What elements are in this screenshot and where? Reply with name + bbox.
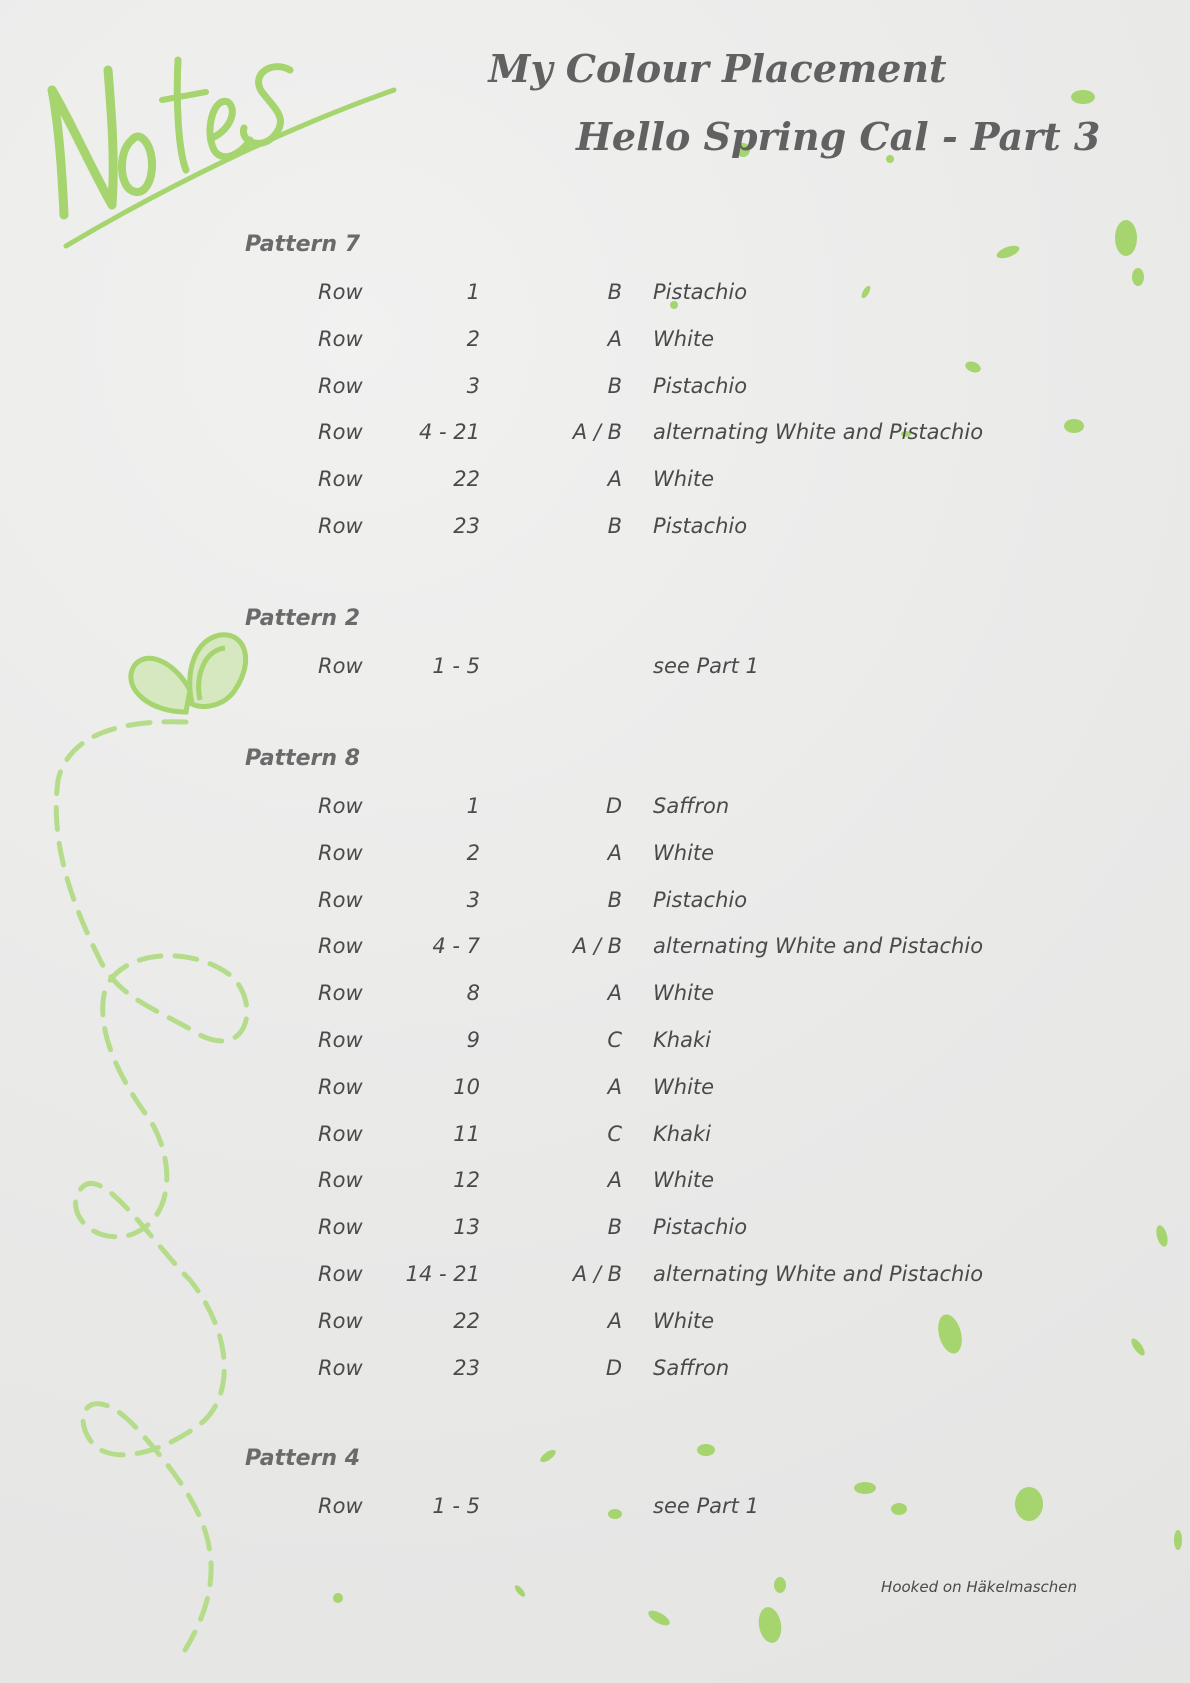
yarn-colour: Pistachio (653, 514, 748, 538)
row-entry (0, 1075, 1190, 1107)
row-number: 9 (466, 1028, 480, 1052)
row-entry (0, 1168, 1190, 1200)
row-label: Row (318, 1028, 363, 1052)
row-label: Row (318, 1262, 363, 1286)
row-label: Row (318, 654, 363, 678)
yarn-code: B (607, 1215, 622, 1240)
row-entry (0, 327, 1190, 359)
row-label: Row (318, 1168, 363, 1193)
yarn-code: A (607, 467, 622, 492)
footer-credit: Hooked on Häkelmaschen (881, 1578, 1077, 1596)
yarn-colour: Pistachio (653, 887, 748, 912)
yarn-code: A (607, 326, 622, 351)
yarn-colour: Khaki (653, 1121, 711, 1146)
row-number: 4 - 21 (418, 420, 480, 445)
yarn-code: A (607, 1308, 622, 1333)
row-entry (0, 1122, 1190, 1154)
yarn-colour: see Part 1 (653, 654, 759, 678)
row-entry (0, 1494, 1190, 1526)
row-number: 22 (453, 1308, 480, 1333)
row-label: Row (318, 1074, 363, 1099)
pattern-heading: Pattern 8 (245, 746, 360, 771)
row-label: Row (318, 1121, 363, 1146)
yarn-colour: Khaki (653, 1028, 711, 1052)
yarn-code: C (607, 1028, 622, 1052)
row-number: 23 (453, 514, 480, 538)
row-label: Row (318, 280, 363, 304)
yarn-code: A (607, 840, 622, 865)
row-label: Row (318, 794, 363, 818)
row-label: Row (318, 467, 363, 492)
yarn-colour: White (653, 840, 715, 865)
row-entry (0, 374, 1190, 406)
row-number: 3 (466, 887, 480, 912)
yarn-colour: Saffron (653, 1355, 730, 1380)
row-entry (0, 981, 1190, 1013)
row-label: Row (318, 887, 363, 912)
row-label: Row (318, 934, 363, 959)
row-label: Row (318, 420, 363, 445)
row-number: 8 (466, 981, 480, 1006)
row-number: 1 - 5 (432, 1494, 480, 1518)
row-number: 10 (453, 1074, 480, 1099)
yarn-code: A / B (572, 420, 622, 445)
row-number: 2 (466, 326, 480, 351)
row-entry (0, 467, 1190, 499)
yarn-colour: alternating White and Pistachio (653, 934, 984, 959)
yarn-code: D (605, 794, 622, 818)
page-subtitle: Hello Spring Cal - Part 3 (576, 114, 1101, 159)
yarn-colour: White (653, 1074, 715, 1099)
row-entry (0, 934, 1190, 966)
yarn-code: A / B (572, 1262, 622, 1286)
row-number: 1 (466, 794, 480, 818)
row-number: 22 (453, 467, 480, 492)
yarn-colour: White (653, 326, 715, 351)
row-number: 4 - 7 (432, 934, 480, 959)
row-label: Row (318, 326, 363, 351)
row-number: 23 (453, 1355, 480, 1380)
yarn-colour: White (653, 1168, 715, 1193)
yarn-code: C (607, 1121, 622, 1146)
yarn-code: A (607, 1168, 622, 1193)
yarn-colour: Pistachio (653, 280, 748, 304)
row-entry (0, 514, 1190, 546)
yarn-code: D (605, 1355, 622, 1380)
row-label: Row (318, 1308, 363, 1333)
row-entry (0, 1262, 1190, 1294)
yarn-code: B (607, 887, 622, 912)
yarn-colour: White (653, 981, 715, 1006)
yarn-colour: alternating White and Pistachio (653, 420, 984, 445)
row-entry (0, 1356, 1190, 1388)
yarn-code: A (607, 981, 622, 1006)
pattern-heading: Pattern 4 (245, 1446, 360, 1471)
row-number: 1 (466, 280, 480, 304)
row-label: Row (318, 1494, 363, 1518)
yarn-colour: Saffron (653, 794, 730, 818)
yarn-code: B (607, 373, 622, 398)
row-number: 1 - 5 (432, 654, 480, 678)
row-label: Row (318, 1355, 363, 1380)
row-entry (0, 1215, 1190, 1247)
row-entry (0, 841, 1190, 873)
page-title: My Colour Placement (488, 46, 947, 91)
row-entry (0, 888, 1190, 920)
row-number: 13 (453, 1215, 480, 1240)
row-number: 3 (466, 373, 480, 398)
row-label: Row (318, 373, 363, 398)
row-entry (0, 794, 1190, 826)
yarn-colour: see Part 1 (653, 1494, 759, 1518)
row-label: Row (318, 981, 363, 1006)
row-entry (0, 1028, 1190, 1060)
row-entry (0, 420, 1190, 452)
yarn-colour: alternating White and Pistachio (653, 1262, 984, 1286)
yarn-colour: Pistachio (653, 1215, 748, 1240)
yarn-code: B (607, 280, 622, 304)
row-number: 11 (453, 1121, 480, 1146)
row-entry (0, 654, 1190, 686)
yarn-colour: White (653, 467, 715, 492)
yarn-colour: Pistachio (653, 373, 748, 398)
row-number: 2 (466, 840, 480, 865)
row-label: Row (318, 514, 363, 538)
yarn-code: A (607, 1074, 622, 1099)
row-entry (0, 1309, 1190, 1341)
row-number: 12 (453, 1168, 480, 1193)
row-label: Row (318, 840, 363, 865)
row-number: 14 - 21 (405, 1262, 480, 1286)
pattern-heading: Pattern 2 (245, 606, 360, 631)
yarn-code: A / B (572, 934, 622, 959)
row-entry (0, 280, 1190, 312)
row-label: Row (318, 1215, 363, 1240)
pattern-heading: Pattern 7 (245, 232, 360, 257)
yarn-colour: White (653, 1308, 715, 1333)
yarn-code: B (607, 514, 622, 538)
